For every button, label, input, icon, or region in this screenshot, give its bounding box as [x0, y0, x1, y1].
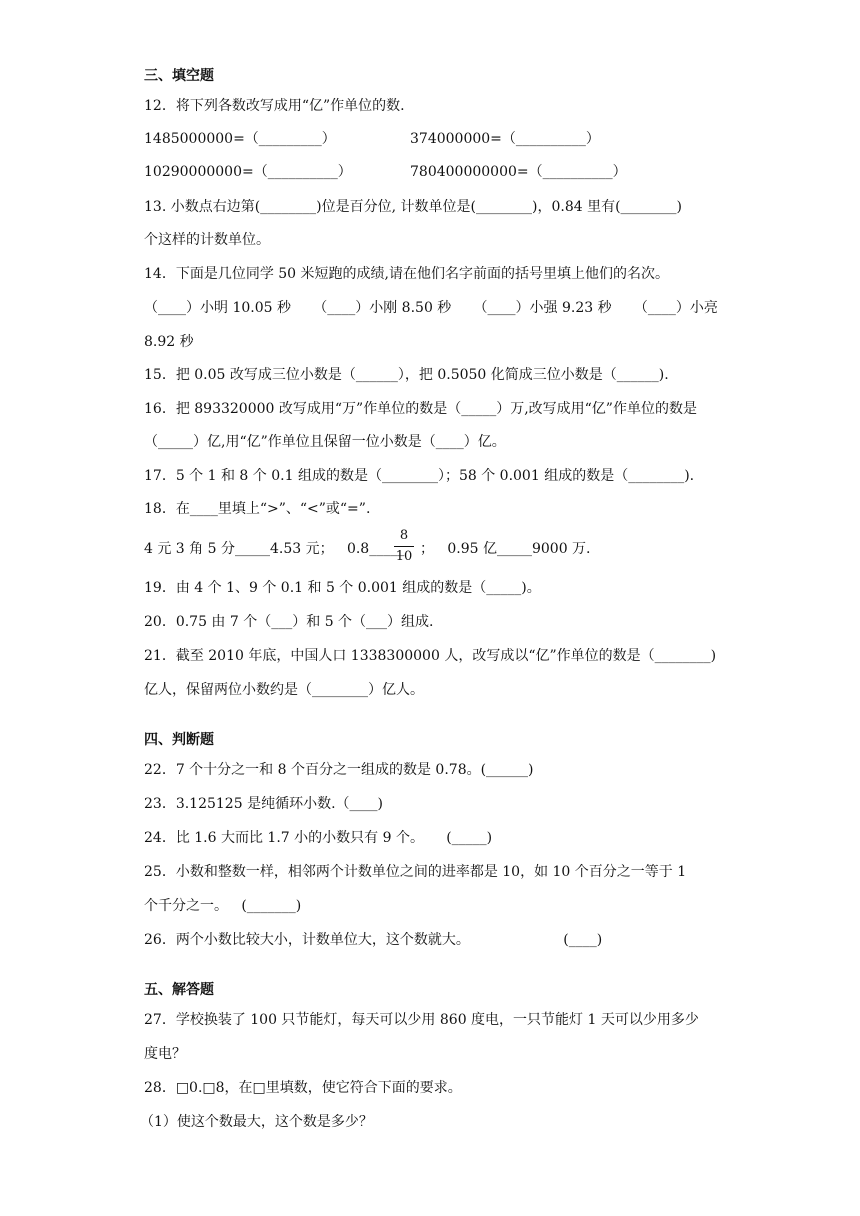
question-21-line-1: 21．截至 2010 年底，中国人口 1338300000 人，改写成以“亿”作单位的数是（________) [144, 648, 717, 664]
question-18-line-2-part-1: 4 元 3 角 5 分_____4.53 元； 0.8_____ [144, 541, 405, 557]
question-28: 28．□0.□8，在□里填数，使它符合下面的要求。 [144, 1080, 462, 1096]
question-18-line-2-part-2: ； 0.95 亿_____9000 万. [420, 541, 591, 557]
fraction-8-over-10 [394, 528, 414, 565]
section-heading-fill-in: 三、填空题 [144, 68, 214, 84]
question-16-line-2: （_____）亿,用“亿”作单位且保留一位小数是（____）亿。 [144, 434, 506, 450]
question-15: 15．把 0.05 改写成三位小数是（______），把 0.5050 化简成三位小数是（______). [144, 367, 669, 383]
question-21-line-2: 亿人，保留两位小数约是（________）亿人。 [144, 682, 424, 698]
fraction-bar [394, 546, 414, 547]
question-23: 23．3.125125 是纯循环小数.（____) [144, 796, 383, 812]
question-25-line-2: 个千分之一。 (_______) [144, 898, 302, 914]
question-22: 22．7 个十分之一和 8 个百分之一组成的数是 0.78。(______) [144, 762, 534, 778]
question-13-line-1: 13. 小数点右边第(________)位是百分位, 计数单位是(________)，0.84 里有(________) [144, 199, 683, 215]
question-12-item-c: 10290000000=（__________） [144, 164, 352, 180]
question-17: 17．5 个 1 和 8 个 0.1 组成的数是（________）；58 个 0.001 组成的数是（________). [144, 468, 695, 484]
fraction-numerator: 8 [399, 528, 409, 543]
question-14-line-2: （____）小明 10.05 秒 （____）小刚 8.50 秒 （____）小强 9.23 秒 （____）小亮 [144, 300, 718, 316]
question-28-part-1: （1）使这个数最大，这个数是多少？ [140, 1114, 373, 1130]
question-12-item-d: 780400000000=（__________） [410, 164, 627, 180]
section-heading-judge: 四、判断题 [144, 732, 214, 748]
question-14-line-3: 8.92 秒 [144, 334, 194, 350]
question-20: 20．0.75 由 7 个（___）和 5 个（___）组成. [144, 614, 434, 630]
question-27-line-2: 度电？ [144, 1046, 186, 1062]
question-12-item-b: 374000000=（__________） [410, 131, 600, 147]
fraction-denominator: 10 [395, 549, 413, 564]
question-26: 26．两个小数比较大小，计数单位大，这个数就大。 (____) [144, 932, 603, 948]
section-heading-solve: 五、解答题 [144, 982, 214, 998]
question-14-line-1: 14．下面是几位同学 50 米短跑的成绩,请在他们名字前面的括号里填上他们的名次。 [144, 266, 669, 282]
question-16-line-1: 16．把 893320000 改写成用“万”作单位的数是（_____）万,改写成用“亿”作单位的数是 [144, 401, 697, 417]
question-12: 12．将下列各数改写成用“亿”作单位的数. [144, 98, 405, 114]
question-13-line-2: 个这样的计数单位。 [144, 232, 270, 248]
question-27-line-1: 27．学校换装了 100 只节能灯，每天可以少用 860 度电，一只节能灯 1 天可以少用多少 [144, 1012, 699, 1028]
question-12-item-a: 1485000000=（_________） [144, 131, 336, 147]
question-24: 24．比 1.6 大而比 1.7 小的小数只有 9 个。 (_____) [144, 830, 493, 846]
question-18-line-1: 18．在____里填上“>”、“<”或“=”. [144, 501, 371, 517]
question-19: 19．由 4 个 1、9 个 0.1 和 5 个 0.001 组成的数是（_____)。 [144, 580, 541, 596]
question-25-line-1: 25．小数和整数一样，相邻两个计数单位之间的进率都是 10，如 10 个百分之一等于 1 [144, 864, 687, 880]
